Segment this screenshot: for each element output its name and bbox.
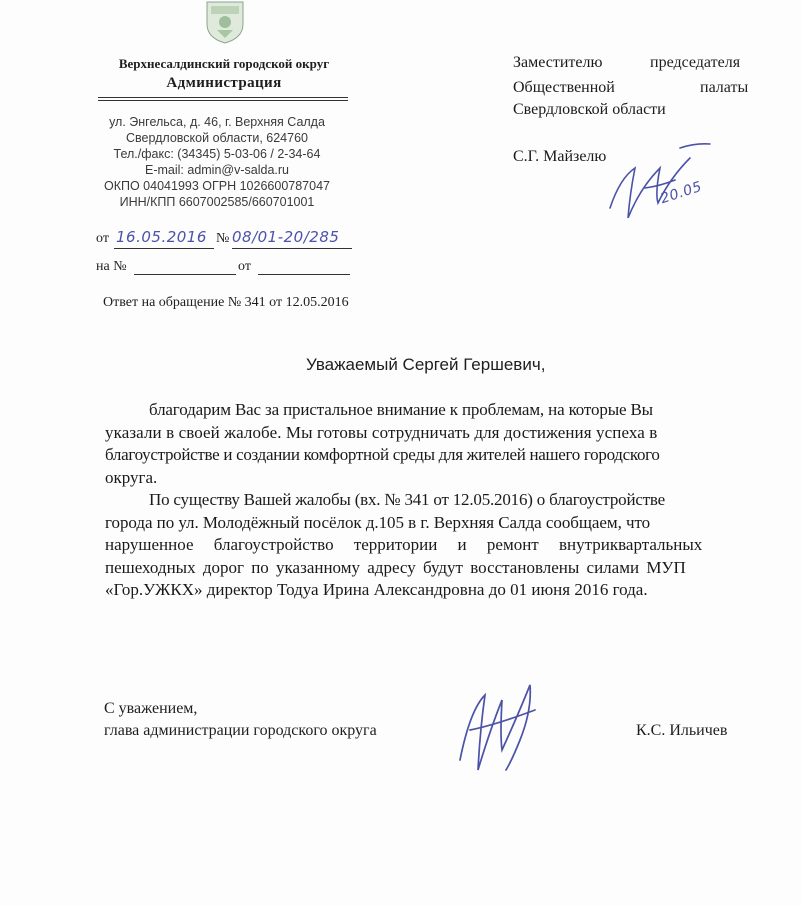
header-divider-bottom (98, 100, 348, 101)
date-underline (114, 248, 214, 249)
body-line: города по ул. Молодёжный посёлок д.105 в г. Верхняя Салда сообщаем, что (105, 512, 651, 532)
handwritten-number: 08/01-20/285 (232, 228, 340, 246)
handwritten-date: 16.05.2016 (116, 228, 207, 246)
sender-okpo-line: ОКПО 04041993 ОГРН 1026600787047 (104, 179, 330, 193)
body-line: По существу Вашей жалобы (вх. № 341 от 12.05.2016) о благоустройстве (149, 490, 665, 509)
body-line: нарушенное благоустройство территории и ремонт внутриквартальных (105, 535, 703, 554)
closing-position: глава администрации городского округа (104, 722, 377, 739)
body-paragraph-1 (105, 399, 745, 489)
sender-inn-line: ИНН/КПП 6607002585/660701001 (119, 195, 315, 209)
header-divider-top (98, 97, 348, 98)
recipient-org-word: палаты (700, 79, 749, 96)
sender-address-line: ул. Энгельса, д. 46, г. Верхняя Салда (109, 115, 325, 129)
recipient-title-word: Заместителю (513, 54, 603, 71)
body-line: пешеходных дорог по указанному адресу будут восстановлены силами МУП (105, 557, 686, 577)
sender-admin-title: Администрация (166, 75, 282, 91)
coat-of-arms-emblem (203, 0, 247, 44)
body-line: благодарим Вас за пристальное внимание к проблемам, на которые Вы (149, 400, 653, 419)
head-signature (440, 670, 560, 780)
sender-address-line: Свердловской области, 624760 (125, 131, 308, 145)
sender-org-name: Верхнесалдинский городской округ (118, 56, 330, 71)
number-label: № (216, 231, 230, 246)
body-line: благоустройстве и создании комфортной среды для жителей нашего городского (105, 445, 660, 464)
body-line: указали в своей жалобе. Мы готовы сотрудничать для достижения успеха в (105, 422, 658, 442)
sender-phone-line: Тел./факс: (34345) 5-03-06 / 2-34-64 (113, 147, 321, 161)
recipient-region: Свердловской области (513, 101, 666, 118)
incoming-number-label: на № (96, 259, 127, 274)
incoming-date-underline (258, 274, 350, 275)
incoming-number-underline (134, 274, 236, 275)
signer-name: К.С. Ильичев (636, 722, 728, 739)
recipient-title-word: председателя (650, 54, 741, 71)
body-line: округа. (105, 467, 158, 487)
handwritten-visa-date: 20.05 (658, 178, 705, 208)
answer-reference: Ответ на обращение № 341 от 12.05.2016 (103, 295, 349, 310)
recipient-name: С.Г. Майзелю (513, 148, 607, 165)
sender-email-line: E-mail: admin@v-salda.ru (145, 163, 289, 177)
number-underline (232, 248, 352, 249)
recipient-visa-signature (600, 138, 730, 228)
closing-regards: С уважением, (104, 700, 198, 717)
date-label: от (96, 231, 109, 246)
incoming-date-label: от (238, 259, 251, 274)
body-line: «Гор.УЖКХ» директор Тодуа Ирина Александровна до 01 июня 2016 года. (105, 580, 648, 599)
recipient-org-word: Общественной (513, 79, 615, 96)
greeting: Уважаемый Сергей Гершевич, (306, 355, 546, 374)
body-paragraph-2 (105, 489, 745, 602)
